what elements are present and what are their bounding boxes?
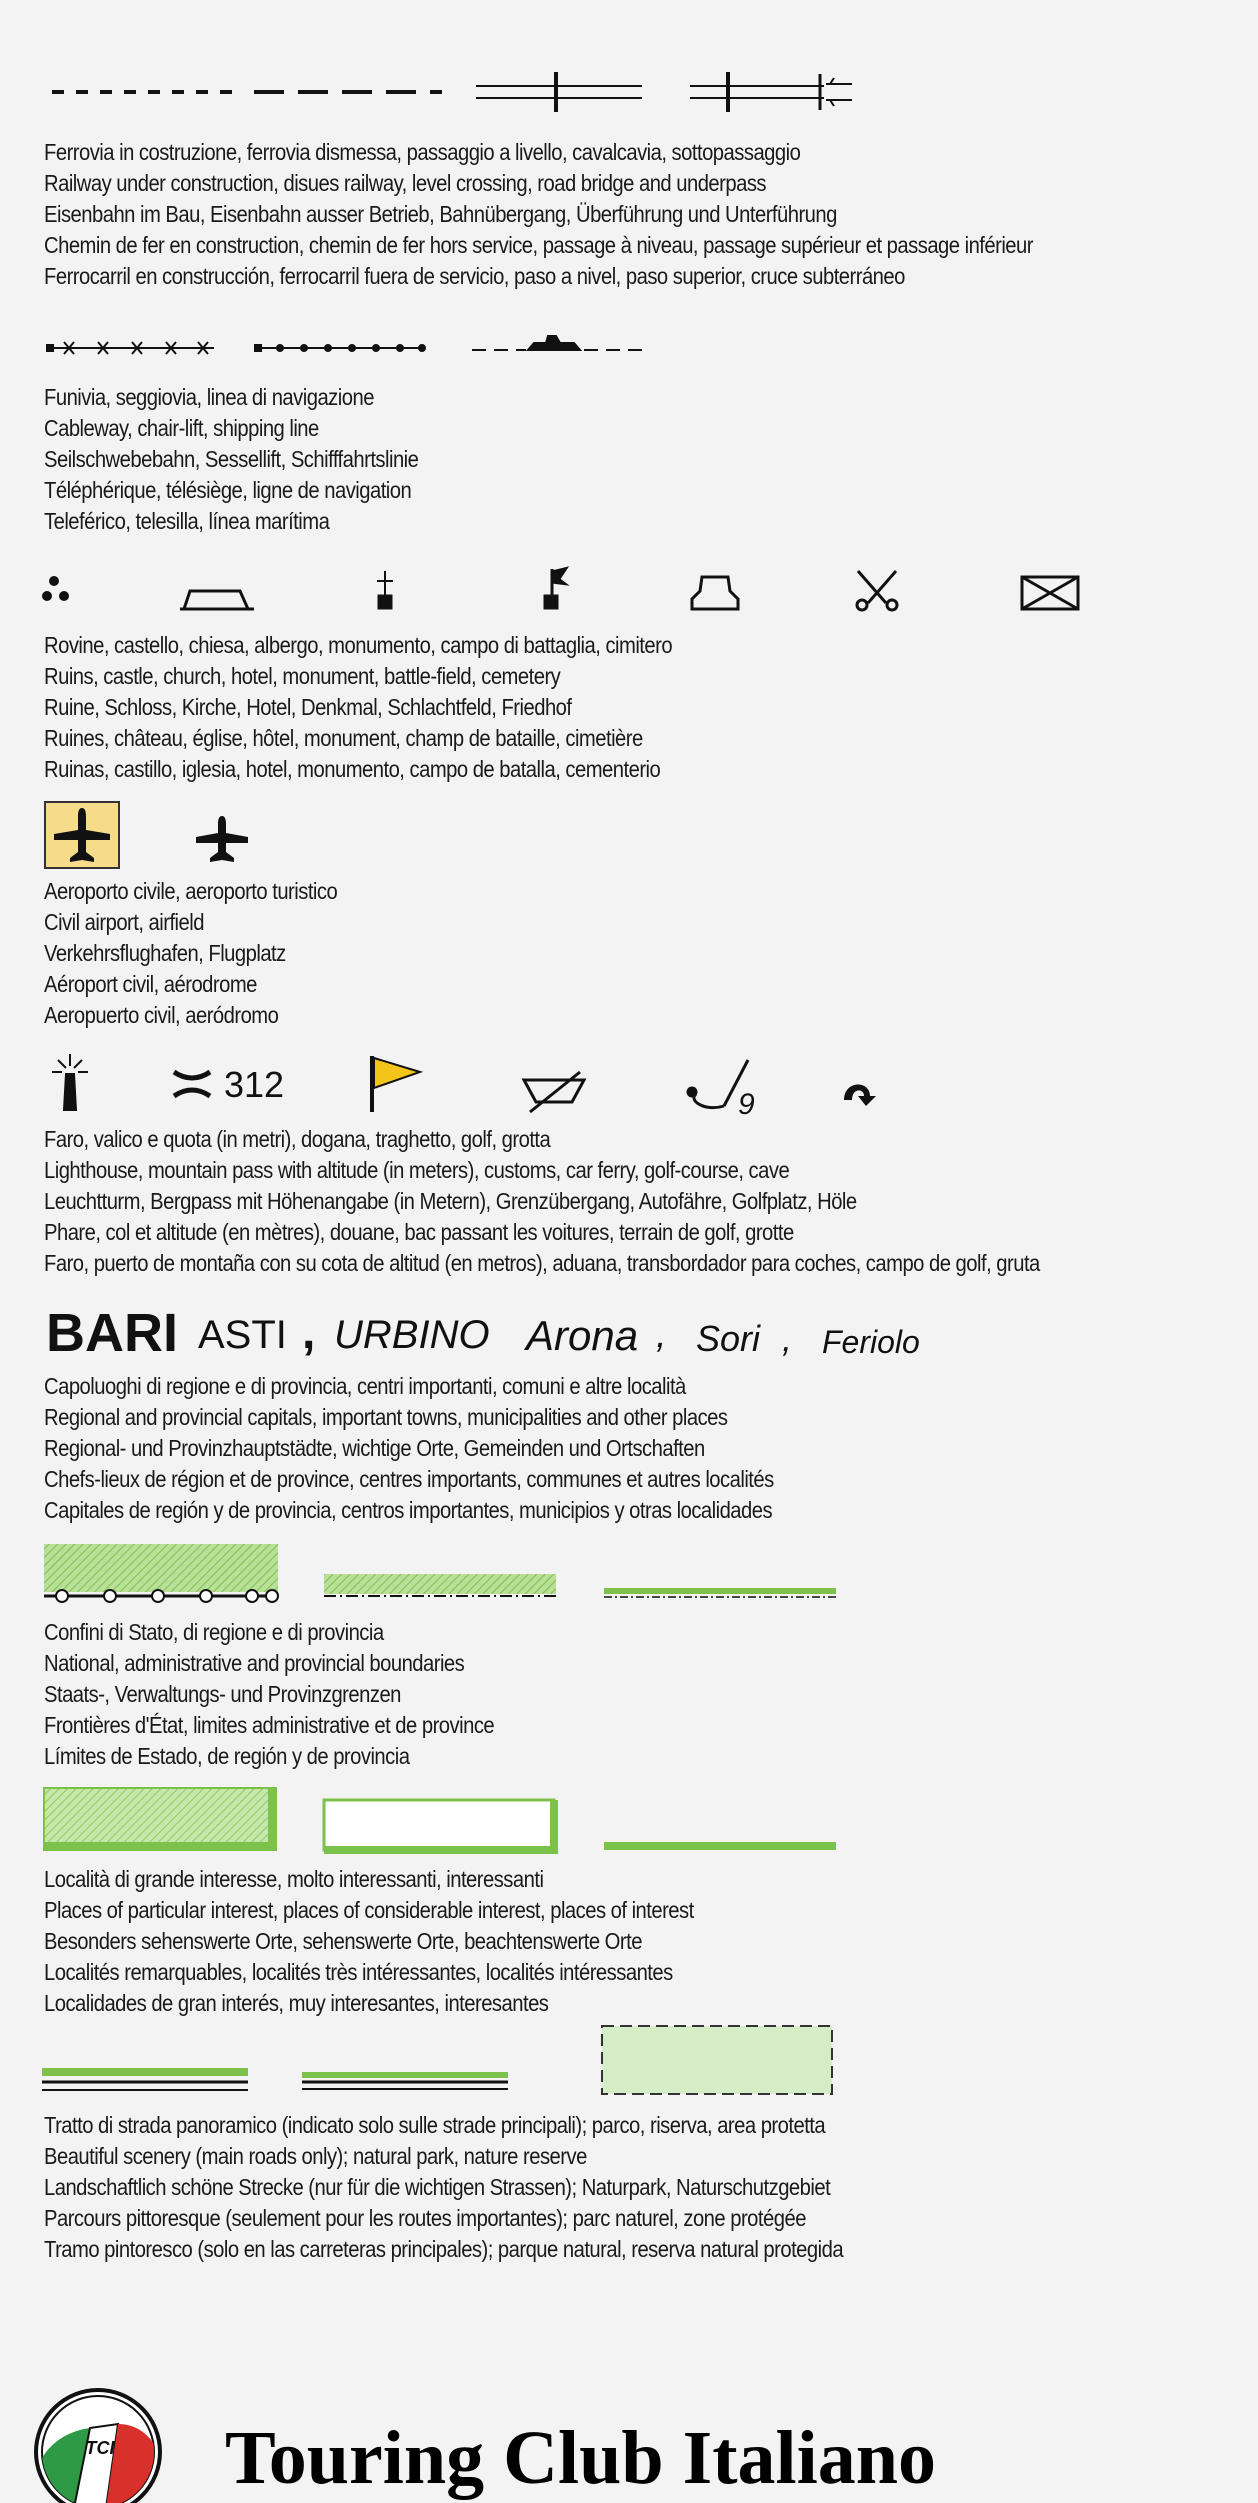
legend-line-de: Staats-, Verwaltungs- und Provinzgrenzen: [44, 1681, 401, 1707]
town-sample-separator: ,: [302, 1306, 316, 1359]
publisher-title: Touring Club Italiano: [225, 2416, 937, 2500]
legend-line-de: Regional- und Provinzhauptstädte, wichtige Orte, Gemeinden und Ortschaften: [44, 1435, 705, 1461]
legend-line-de: Eisenbahn im Bau, Eisenbahn ausser Betrieb, Bahnübergang, Überführung und Unterführung: [44, 201, 837, 227]
legend-line-it: Ferrovia in costruzione, ferrovia dismessa, passaggio a livello, cavalcavia, sottopassaggio: [44, 139, 801, 165]
interest-symbol: [604, 1842, 836, 1850]
legend-line-fr: Frontières d'État, limites administrative et de province: [44, 1712, 495, 1738]
legend-line-fr: Chemin de fer en construction, chemin de fer hors service, passage à niveau, passage supérieur et passage inférieur: [44, 232, 1033, 258]
airport-symbols: [44, 800, 264, 872]
legend-line-de: Verkehrsflughafen, Flugplatz: [44, 940, 286, 966]
monument-icon: [692, 577, 738, 609]
legend-line-de: Seilschwebebahn, Sessellift, Schifffahrtslinie: [44, 446, 419, 472]
town-sample-separator: ,: [782, 1318, 793, 1359]
customs-icon: [372, 1056, 420, 1112]
battle-field-icon: [857, 571, 897, 610]
svg-text:9: 9: [738, 1088, 755, 1121]
interest-legend-text: [44, 1864, 1082, 2019]
beautiful-scenery-secondary-road-symbol: [302, 2072, 508, 2089]
legend-line-en: Ruins, castle, church, hotel, monument, battle-field, cemetery: [44, 663, 561, 689]
legend-line-it: Aeroporto civile, aeroporto turistico: [44, 878, 338, 904]
legend-line-it: Confini di Stato, di regione e di provincia: [44, 1619, 384, 1645]
hotel-icon: [544, 567, 568, 609]
monuments-legend-text: [44, 630, 1082, 785]
scenery-legend-text: [44, 2110, 1082, 2265]
golf-course-icon: [688, 1060, 755, 1121]
legend-line-es: Teleférico, telesilla, línea marítima: [44, 508, 330, 534]
legend-line-en: Lighthouse, mountain pass with altitude (in meters), customs, car ferry, golf-course, cave: [44, 1157, 790, 1183]
boundary-symbols: [44, 1540, 844, 1610]
cave-icon: [844, 1084, 876, 1106]
legend-line-it: Località di grande interesse, molto interessanti, interessanti: [44, 1866, 544, 1892]
town-sample-other-place: Sori: [696, 1318, 761, 1359]
legend-line-fr: Téléphérique, télésiège, ligne de navigation: [44, 477, 412, 503]
interest-symbols: [44, 1786, 844, 1856]
particular-interest-symbol: [44, 1788, 276, 1850]
legend-line-de: Leuchtturm, Bergpass mit Höhenangabe (in Metern), Grenzübergang, Autofähre, Golfplatz, Höle: [44, 1188, 857, 1214]
town-sample-separator: ,: [656, 1314, 667, 1356]
town-sample-locality: Feriolo: [822, 1324, 920, 1360]
legend-line-fr: Parcours pittoresque (seulement pour les routes importantes); parc naturel, zone protégée: [44, 2205, 806, 2231]
legend-line-fr: Localités remarquables, localités très intéressantes, localités intéressantes: [44, 1959, 673, 1985]
pass-altitude-label: 312: [224, 1064, 285, 1105]
legend-line-es: Aeropuerto civil, aeródromo: [44, 1002, 279, 1028]
legend-line-fr: Phare, col et altitude (en mètres), douane, bac passant les voitures, terrain de golf, grotte: [44, 1219, 794, 1245]
legend-line-en: Civil airport, airfield: [44, 909, 204, 935]
town-sample-municipality: Arona: [526, 1312, 639, 1359]
legend-line-it: Funivia, seggiovia, linea di navigazione: [44, 384, 374, 410]
beautiful-scenery-main-road-symbol: [42, 2068, 248, 2090]
legend-line-es: Capitales de región y de provincia, centros importantes, municipios y otras localidades: [44, 1497, 773, 1523]
legend-line-en: Places of particular interest, places of considerable interest, places of interest: [44, 1897, 694, 1923]
legend-line-it: Rovine, castello, chiesa, albergo, monumento, campo di battaglia, cimitero: [44, 632, 673, 658]
monument-symbols: [44, 565, 1094, 615]
legend-line-en: National, administrative and provincial boundaries: [44, 1650, 465, 1676]
railway-symbols: [44, 70, 864, 110]
tci-logo-text: TCI: [85, 2438, 115, 2458]
administrative-boundary-symbol: [324, 1574, 556, 1596]
railway-legend-text: [44, 137, 1082, 292]
provincial-boundary-symbol: [604, 1588, 836, 1597]
legend-line-fr: Aéroport civil, aérodrome: [44, 971, 257, 997]
car-ferry-icon: [524, 1072, 584, 1112]
legend-line-fr: Ruines, château, église, hôtel, monument, champ de bataille, cimetière: [44, 725, 643, 751]
legend-line-fr: Chefs-lieux de région et de province, centres importants, communes et autres localités: [44, 1466, 774, 1492]
legend-line-es: Faro, puerto de montaña con su cota de altitud (en metros), aduana, transbordador para coches, campo de golf, gruta: [44, 1250, 1040, 1276]
legend-line-es: Ferrocarril en construcción, ferrocarril fuera de servicio, paso a nivel, paso superior, cruce subterráneo: [44, 263, 905, 289]
cemetery-icon: [1022, 577, 1078, 609]
bridge-underpass-symbol: [690, 72, 852, 112]
considerable-interest-symbol: [324, 1800, 554, 1850]
legend-line-es: Límites de Estado, de región y de provincia: [44, 1743, 410, 1769]
legend-line-en: Regional and provincial capitals, important towns, municipalities and other places: [44, 1404, 728, 1430]
legend-line-es: Localidades de gran interés, muy interesantes, interesantes: [44, 1990, 549, 2016]
legend-line-de: Ruine, Schloss, Kirche, Hotel, Denkmal, Schlachtfeld, Friedhof: [44, 694, 572, 720]
tci-logo: [34, 2388, 166, 2503]
national-boundary-symbol: [44, 1544, 278, 1602]
legend-line-it: Faro, valico e quota (in metri), dogana, traghetto, golf, grotta: [44, 1126, 551, 1152]
legend-line-es: Ruinas, castillo, iglesia, hotel, monumento, campo de batalla, cementerio: [44, 756, 661, 782]
legend-line-de: Besonders sehenswerte Orte, sehenswerte Orte, beachtenswerte Orte: [44, 1928, 642, 1954]
legend-line-it: Capoluoghi di regione e di provincia, centri importanti, comuni e altre località: [44, 1373, 686, 1399]
legend-line-de: Landschaftlich schöne Strecke (nur für die wichtigen Strassen); Naturpark, Naturschutzgebiet: [44, 2174, 831, 2200]
church-icon: [377, 571, 393, 609]
scenery-symbols: [40, 2020, 840, 2100]
legend-line-en: Cableway, chair-lift, shipping line: [44, 415, 319, 441]
ruins-icon: [42, 576, 69, 601]
cableway-symbols: [44, 330, 664, 360]
legend-line-it: Tratto di strada panoramico (indicato solo sulle strade principali); parco, riserva, area protetta: [44, 2112, 826, 2138]
boundaries-legend-text: [44, 1617, 1082, 1772]
mountain-pass-icon: [174, 1072, 210, 1096]
cableway-symbol: [47, 342, 214, 354]
chair-lift-symbol: [255, 345, 425, 351]
town-sample-provincial-capital: ASTI: [198, 1313, 287, 1357]
castle-icon: [180, 591, 254, 609]
lighthouse-symbols: [44, 1050, 904, 1120]
legend-line-en: Railway under construction, disues railway, level crossing, road bridge and underpass: [44, 170, 767, 196]
level-crossing-symbol: [476, 72, 642, 112]
town-sample-regional-capital: BARI: [46, 1303, 178, 1363]
airfield-icon: [196, 816, 248, 862]
natural-park-symbol: [602, 2026, 832, 2094]
legend-line-es: Tramo pintoresco (solo en las carreteras principales); parque natural, reserva natural protegida: [44, 2236, 844, 2262]
airports-legend-text: [44, 876, 1082, 1031]
shipping-line-symbol: [472, 336, 642, 350]
towns-legend-text: [44, 1371, 1082, 1526]
lighthouse-icon: [52, 1054, 88, 1110]
legend-line-en: Beautiful scenery (main roads only); natural park, nature reserve: [44, 2143, 587, 2169]
lighthouse-legend-text: [44, 1124, 1082, 1279]
town-sample-important-town: URBINO: [334, 1313, 490, 1357]
cableway-legend-text: [44, 382, 1082, 537]
